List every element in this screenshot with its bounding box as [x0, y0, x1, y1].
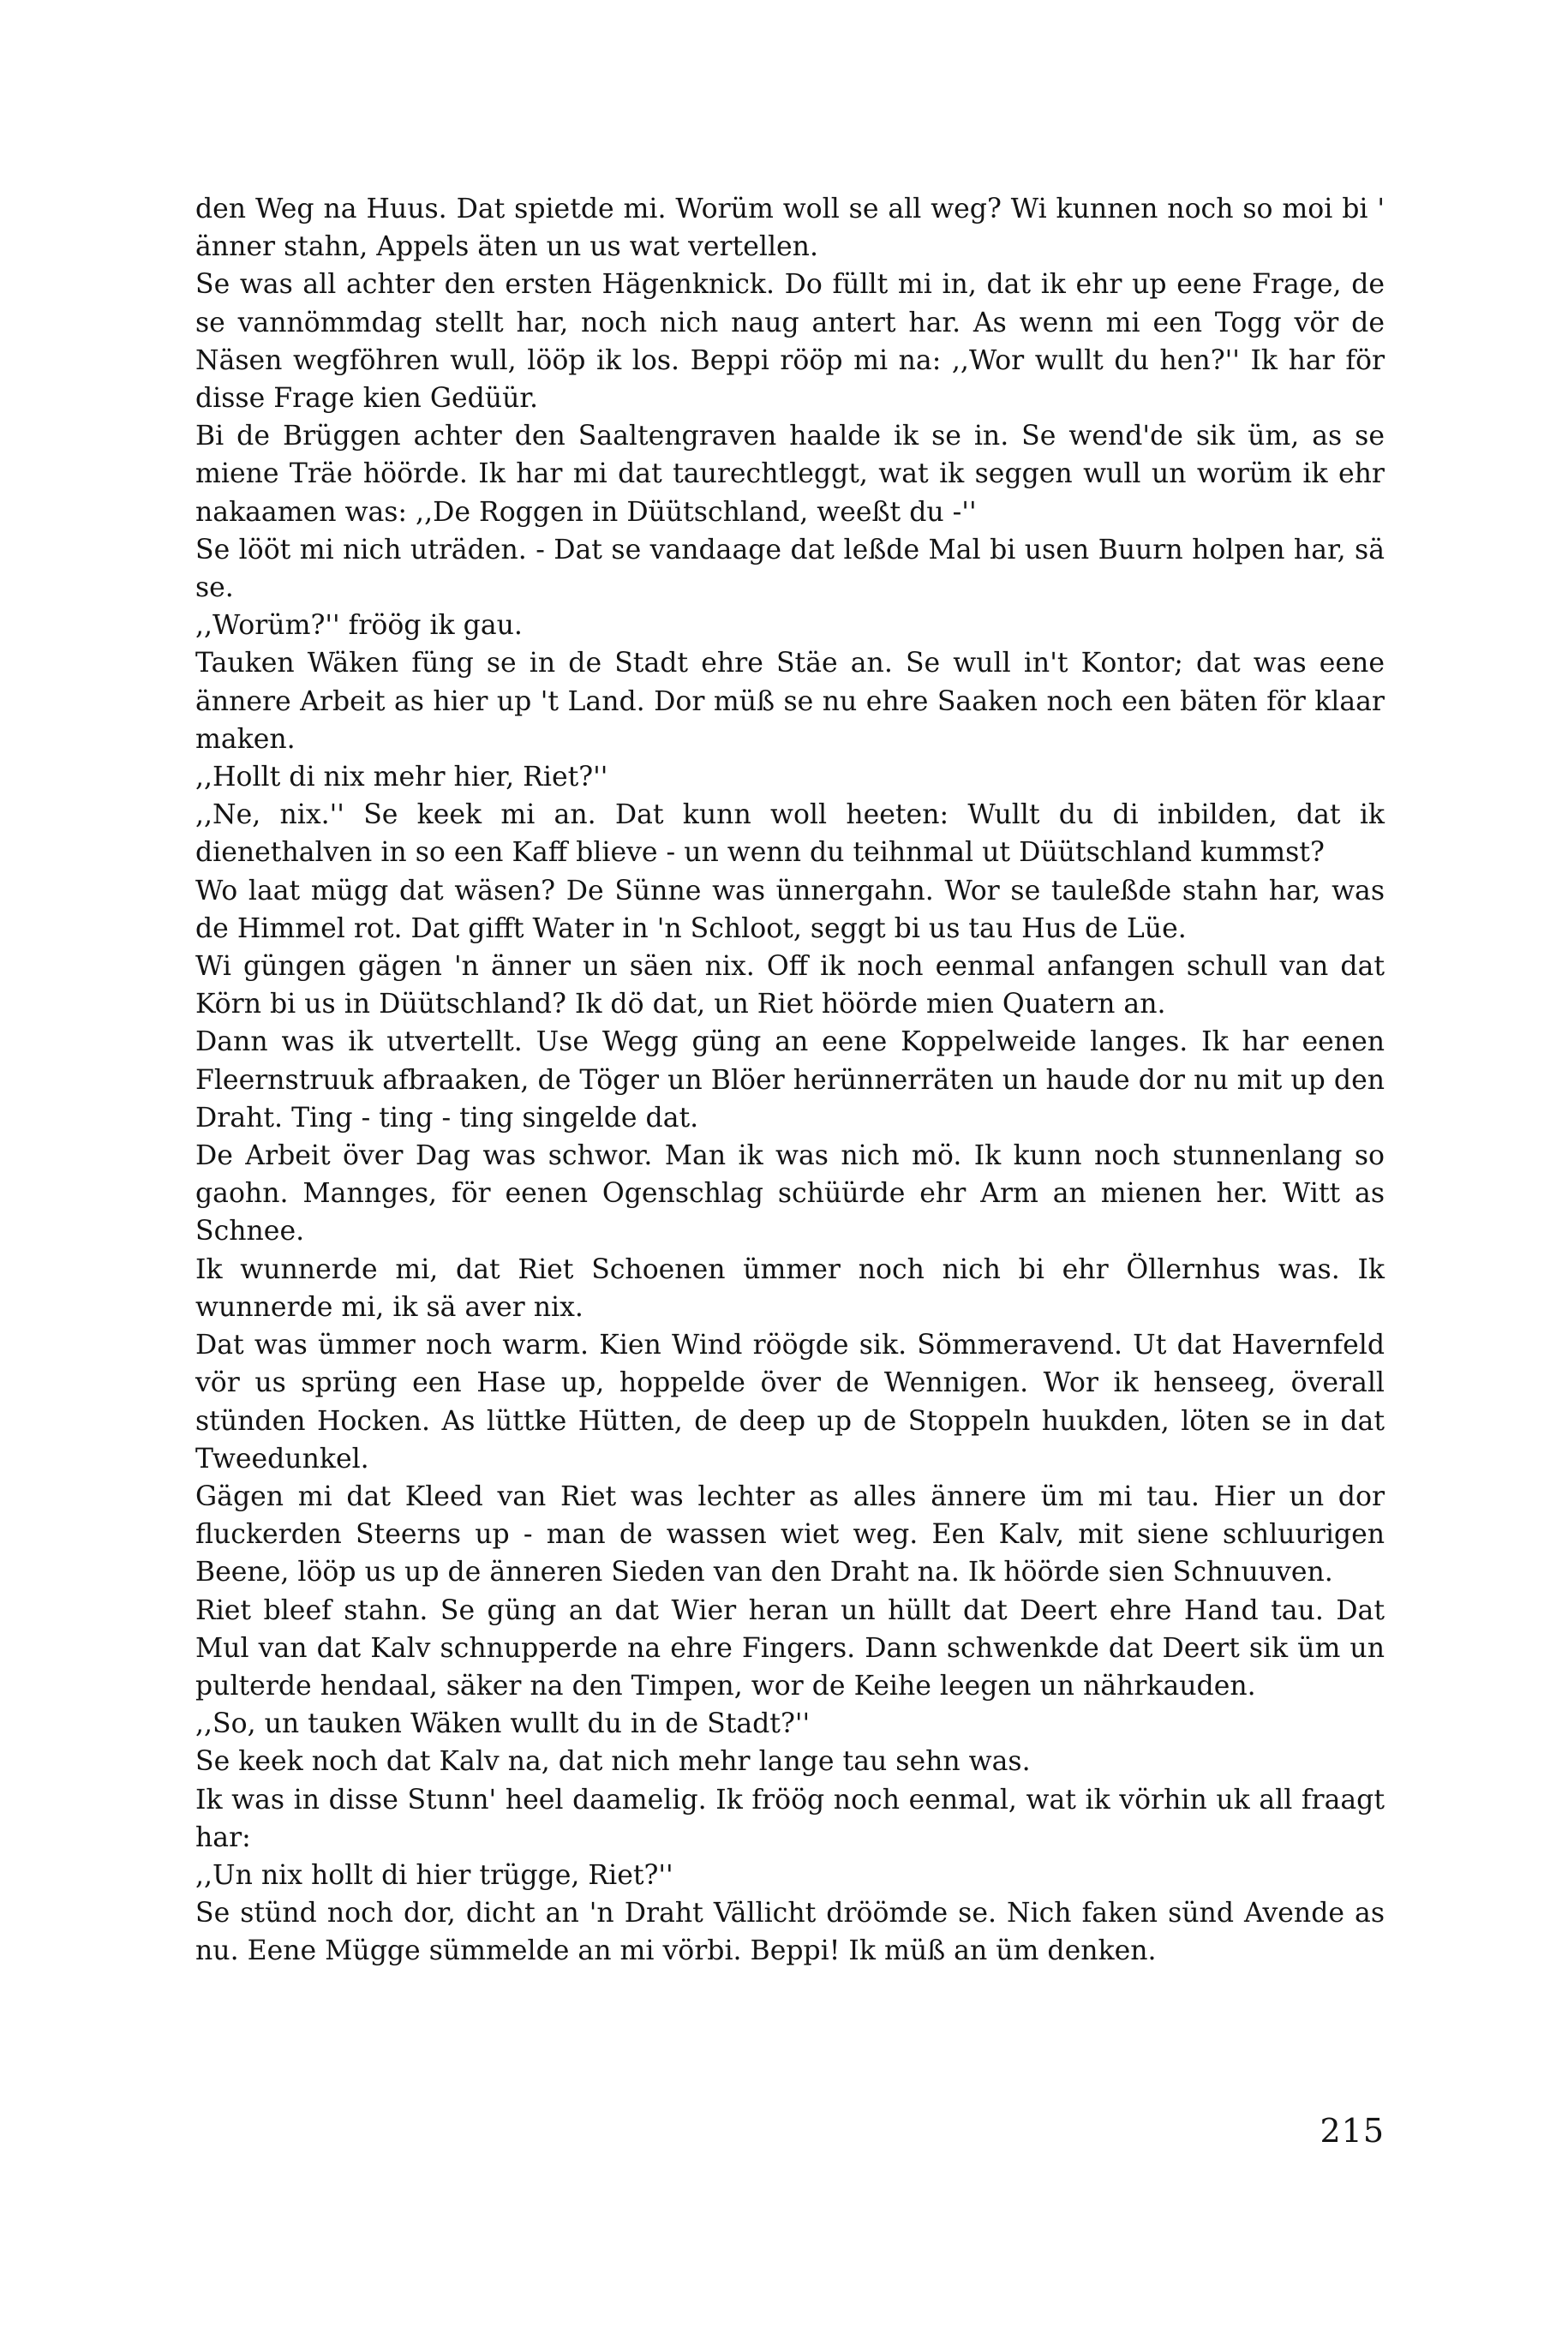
- paragraph: Gägen mi dat Kleed van Riet was lechter as alles ännere üm mi tau. Hier un dor fluckerden Steerns up - man de wassen wiet weg. Een Kalv, mit siene schluurigen Beene, lööp us up de änneren Sieden van den Draht na. Ik höörde sien Schnuuven.: [195, 1481, 1385, 1588]
- paragraph: den Weg na Huus. Dat spietde mi. Worüm woll se all weg? Wi kunnen noch so moi bi ' änner stahn, Appels äten un us wat vertellen.: [195, 194, 1385, 263]
- paragraph: Bi de Brüggen achter den Saaltengraven haalde ik se in. Se wend'de sik üm, as se miene Träe höörde. Ik har mi dat taurechtleggt, wat ik seggen wull un worüm ik ehr nakaamen was: ,,De Roggen in Düütschland, weeßt du -'': [195, 421, 1385, 528]
- paragraph: Wo laat mügg dat wäsen? De Sünne was ünnergahn. Wor se tauleßde stahn har, was de Himmel rot. Dat gifft Water in 'n Schloot, seggt bi us tau Hus de Lüe.: [195, 875, 1385, 944]
- paragraph: Dat was ümmer noch warm. Kien Wind röögde sik. Sömmeravend. Ut dat Havernfeld vör us sprüng een Hase up, hoppelde över de Wennigen. Wor ik henseeg, överall stünden Hocken. As lüttke Hütten, de deep up de Stoppeln huukden, löten se in dat Tweedunkel.: [195, 1330, 1385, 1475]
- paragraph: Se stünd noch dor, dicht an 'n Draht Vällicht dröömde se. Nich faken sünd Avende as nu. Eene Mügge sümmelde an mi vörbi. Beppi! Ik müß an üm denken.: [195, 1898, 1385, 1967]
- paragraph: ,,Ne, nix.'' Se keek mi an. Dat kunn woll heeten: Wullt du di inbilden, dat ik dienethalven in so een Kaff blieve - un wenn du teihnmal ut Düütschland kummst?: [195, 799, 1385, 869]
- paragraph: ,,Worüm?'' fröög ik gau.: [195, 610, 523, 642]
- page-text-body: [195, 190, 1385, 1971]
- paragraph: Wi güngen gägen 'n änner un säen nix. Off ik noch eenmal anfangen schull van dat Körn bi us in Düütschland? Ik dö dat, un Riet höörde mien Quatern an.: [195, 951, 1385, 1020]
- paragraph: Dann was ik utvertellt. Use Wegg güng an eene Koppelweide langes. Ik har eenen Fleernstruuk afbraaken, de Töger un Blöer herünnerräten un haude dor nu mit up den Draht. Ting - ting - ting singelde dat.: [195, 1026, 1385, 1134]
- paragraph: Se was all achter den ersten Hägenknick. Do füllt mi in, dat ik ehr up eene Frage, de se vannömmdag stellt har, noch nich naug antert har. As wenn mi een Togg vör de Näsen wegföhren wull, lööp ik los. Beppi rööp mi na: ,,Wor wullt du hen?'' Ik har för disse Frage kien Gedüür.: [195, 269, 1385, 415]
- paragraph: ,,Hollt di nix mehr hier, Riet?'': [195, 762, 608, 793]
- paragraph: Riet bleef stahn. Se güng an dat Wier heran un hüllt dat Deert ehre Hand tau. Dat Mul van dat Kalv schnupperde na ehre Fingers. Dann schwenkde dat Deert sik üm un pulterde hendaal, säker na den Timpen, wor de Keihe leegen un nährkauden.: [195, 1594, 1385, 1702]
- paragraph: ,,So, un tauken Wäken wullt du in de Stadt?'': [195, 1708, 811, 1740]
- paragraph: ,,Un nix hollt di hier trügge, Riet?'': [195, 1859, 673, 1891]
- paragraph: Se lööt mi nich uträden. - Dat se vandaage dat leßde Mal bi usen Buurn holpen har, sä se.: [195, 534, 1385, 604]
- paragraph: Ik wunnerde mi, dat Riet Schoenen ümmer noch nich bi ehr Öllernhus was. Ik wunnerde mi, ik sä aver nix.: [195, 1253, 1385, 1323]
- paragraph: Ik was in disse Stunn' heel daamelig. Ik fröög noch eenmal, wat ik vörhin uk all fraagt har:: [195, 1784, 1385, 1853]
- paragraph: Tauken Wäken füng se in de Stadt ehre Stäe an. Se wull in't Kontor; dat was eene ännere Arbeit as hier up 't Land. Dor müß se nu ehre Saaken noch een bäten för klaar maken.: [195, 648, 1385, 755]
- paragraph: Se keek noch dat Kalv na, dat nich mehr lange tau sehn was.: [195, 1746, 1031, 1778]
- page-number: 215: [1320, 2112, 1385, 2150]
- paragraph: De Arbeit över Dag was schwor. Man ik was nich mö. Ik kunn noch stunnenlang so gaohn. Mannges, för eenen Ogenschlag schüürde ehr Arm an mienen her. Witt as Schnee.: [195, 1140, 1385, 1247]
